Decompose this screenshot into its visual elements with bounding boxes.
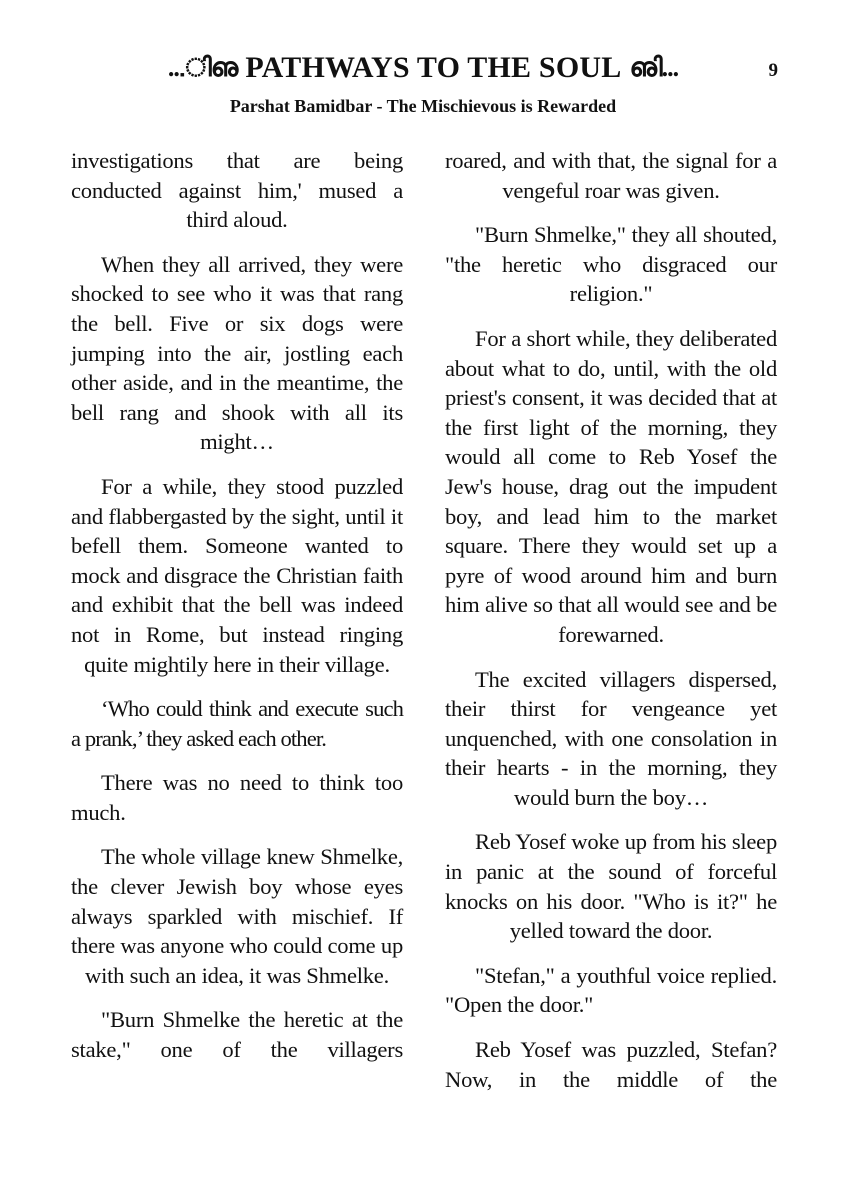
text-columns — [71, 146, 777, 1109]
left-column — [71, 146, 403, 1109]
paragraph: investigations that are being conducted against him,' mused a third aloud. — [71, 148, 403, 233]
paragraph: For a while, they stood puzzled and flabbergasted by the sight, until it befell them. Someone wanted to mock and disgrace the Christian faith and exhibit that the bell was indeed not in Rome, but instead ringing quite mightily here in their village. — [71, 473, 403, 677]
paragraph: The excited villagers dispersed, their thirst for vengeance yet unquenched, with one consolation in their hearts - in the morning, they would burn the boy… — [445, 666, 777, 810]
paragraph: There was no need to think too much. — [71, 770, 403, 825]
right-column — [445, 146, 777, 1109]
paragraph: Reb Yosef was puzzled, Stefan? Now, in the middle of the — [445, 1037, 777, 1092]
paragraph: The whole village knew Shmelke, the clever Jewish boy whose eyes always sparkled with mischief. If there was anyone who could come up with such an idea, it was Shmelke. — [71, 844, 403, 988]
paragraph: "Stefan," a youthful voice replied. "Open the door." — [445, 962, 777, 1018]
paragraph: "Burn Shmelke the heretic at the stake," one of the villagers — [71, 1007, 403, 1063]
book-title: PATHWAYS TO THE SOUL — [245, 51, 622, 84]
right-flourish-ornament: ഌി... — [629, 53, 679, 82]
paragraph: "Burn Shmelke," they all shouted, "the heretic who disgraced our religion." — [445, 222, 777, 307]
paragraph: ‘Who could think and execute such a prank,’ they asked each other. — [71, 696, 403, 751]
paragraph: For a short while, they deliberated about what to do, until, with the old priest's consent, it was decided that at the first light of the morning, they would all come to Reb Yosef the Jew's house, drag out the impudent boy, and lead him to the market square. There they would set up a pyre of wood around him and burn him alive so that all would see and be forewarned. — [445, 325, 777, 647]
left-flourish-ornament: ...ിഌ — [167, 53, 238, 82]
page-header — [0, 50, 846, 117]
paragraph: Reb Yosef woke up from his sleep in panic at the sound of forceful knocks on his door. "Who is it?" he yelled toward the door. — [445, 829, 777, 944]
running-title — [0, 50, 846, 86]
page-number: 9 — [768, 60, 778, 81]
chapter-subtitle: Parshat Bamidbar - The Mischievous is Rewarded — [229, 96, 617, 116]
paragraph: When they all arrived, they were shocked to see who it was that rang the bell. Five or six dogs were jumping into the air, jostling each other aside, and in the meantime, the bell rang and shook with all its might… — [71, 251, 403, 455]
paragraph: roared, and with that, the signal for a vengeful roar was given. — [445, 148, 777, 203]
